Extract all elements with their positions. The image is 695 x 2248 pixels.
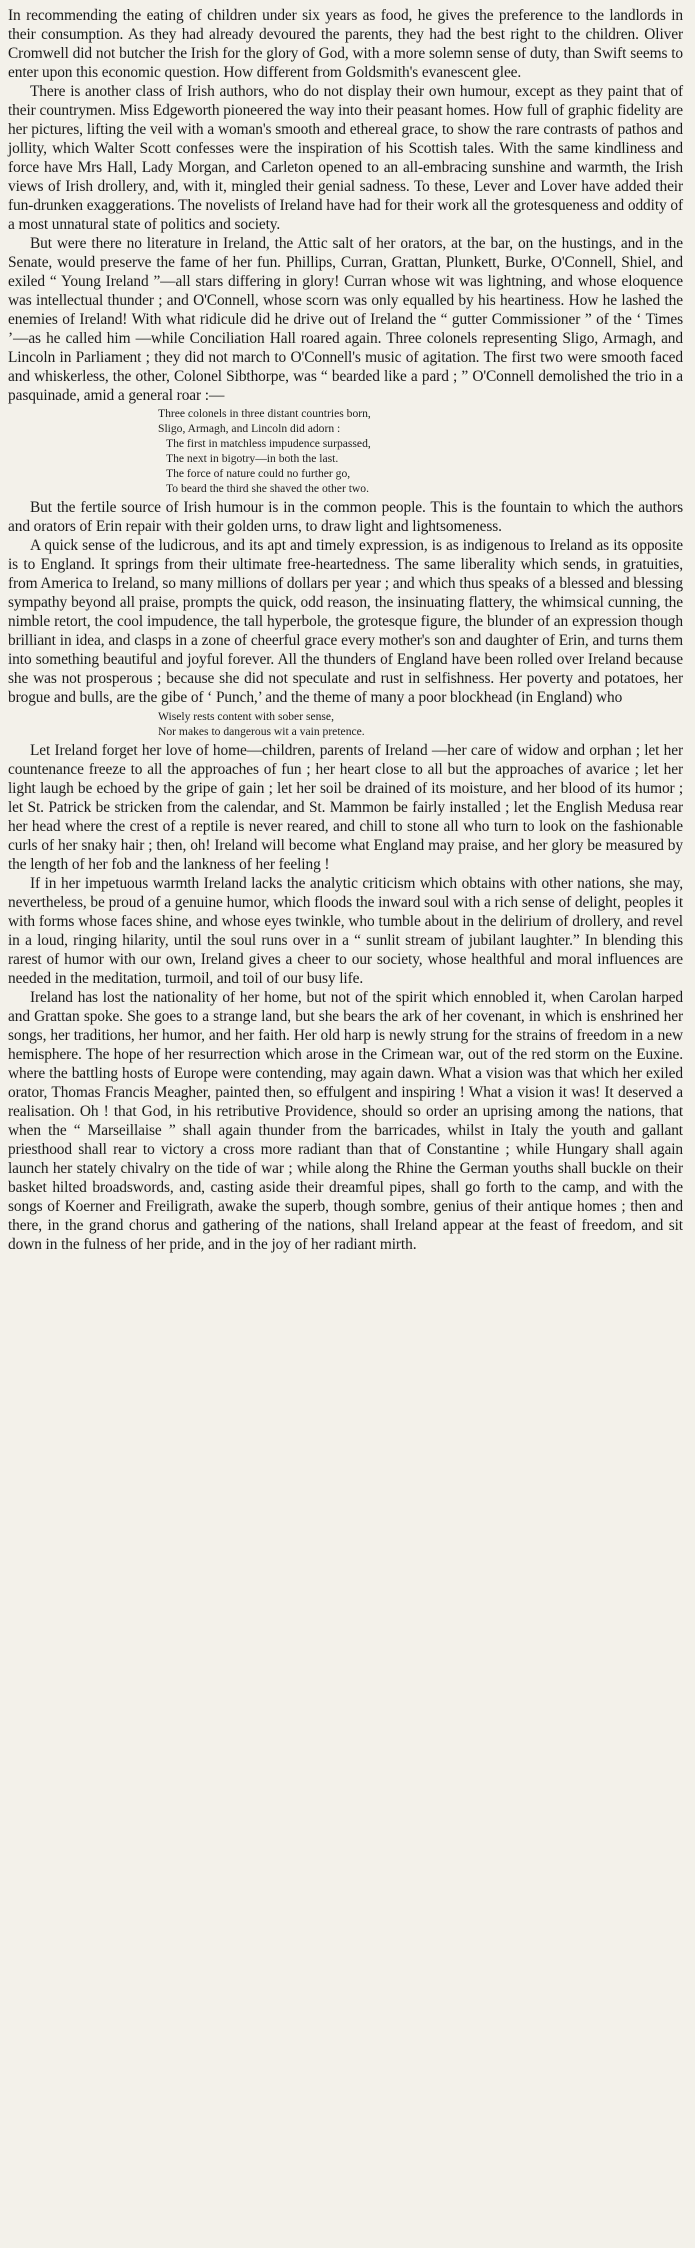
paragraph-impetuous-warmth: If in her impetuous warmth Ireland lacks the analytic criticism which obtains with other nations, she may, nevertheless, be proud of a genuine humor, which floods the inward soul with a rich sense of delight, peoples it with forms whose faces shine, and whose eyes twinkle, who tumble about in the delirium of drollery, and revel in a loud, ringing hilarity, until the soul runs over in a “ sunlit stream of jubilant laughter.” In blending this rarest of humor with our own, Ireland gives a cheer to our society, whose healthful and moral influences are needed in the meditation, turmoil, and toil of our busy life. bbox=[8, 874, 683, 987]
verse-line: Nor makes to dangerous wit a vain pretence. bbox=[158, 724, 365, 738]
paragraph-forget-home: Let Ireland forget her love of home—children, parents of Ireland —her care of widow and orphan ; let her countenance freeze to all the approaches of fun ; her heart close to all but the approaches of avarice ; let her light laugh be echoed by the gripe of gain ; let her soil be drained of its moisture, and her blood of its humor ; let St. Patrick be stricken from the calendar, and St. Mammon be fairly installed ; let the English Medusa rear her head where the crest of a reptile is never reared, and chill to stone all who turn to look on the fashionable curls of her snaky hair ; then, oh! Ireland will become what England may praise, and her glory be measured by the length of her fob and the lankness of her feeling ! bbox=[8, 741, 683, 873]
paragraph-ludicrous: A quick sense of the ludicrous, and its apt and timely expression, is as indigenous to Ireland as its opposite is to England. It springs from their ultimate free-heartedness. The same liberality which sends, in gratuities, from America to Ireland, so many millions of dollars per year ; and which thus speaks of a blessed and blessing sympathy beyond all praise, prompts the quick, odd reason, the insinuating flattery, the whimsical cunning, the nimble retort, the cool impudence, the tall hyperbole, the grotesque figure, the blunder of an expression though brilliant in idea, and clasps in a zone of cheerful grace every mother's son and daughter of Erin, and turns them into something beautiful and joyful forever. All the thunders of England have been rolled over Ireland because she was not prosperous ; because she did not speculate and rust in selfishness. Her poverty and potatoes, her brogue and bulls, are the gibe of ‘ Punch,’ and the theme of many a poor blockhead (in England) who bbox=[8, 537, 683, 707]
verse-line: Three colonels in three distant countries born, bbox=[158, 407, 371, 421]
paragraph-swift: In recommending the eating of children under six years as food, he gives the preference to the landlords in their consumption. As they had already devoured the parents, they had the best right to the children. Oliver Cromwell did not butcher the Irish for the glory of God, with a more solemn sense of duty, than Swift seems to enter upon this economic question. How different from Goldsmith's evanescent glee. bbox=[8, 7, 683, 82]
verse-line: The force of nature could no further go, bbox=[166, 467, 351, 481]
verse-line: The next in bigotry—in both the last. bbox=[166, 452, 339, 466]
verse-line: Sligo, Armagh, and Lincoln did adorn : bbox=[158, 422, 341, 436]
verse-sober-sense bbox=[158, 709, 683, 739]
verse-line: To beard the third she shaved the other two. bbox=[166, 482, 369, 496]
paragraph-common-people: But the fertile source of Irish humour is in the common people. This is the fountain to which the authors and orators of Erin repair with their golden urns, to draw light and lightsomeness. bbox=[8, 499, 683, 536]
verse-three-colonels bbox=[158, 406, 683, 496]
paragraph-irish-authors: There is another class of Irish authors, who do not display their own humour, except as they paint that of their countrymen. Miss Edgeworth pioneered the way into their peasant homes. How full of graphic fidelity are her pictures, lifting the veil with a woman's smooth and ethereal grace, to show the rare contrasts of pathos and jollity, which Walter Scott confesses were the inspiration of his Scottish tales. With the same kindliness and force have Mrs Hall, Lady Morgan, and Carleton opened to an all-embracing sunshine and warmth, the Irish views of Irish drollery, and, with it, mingled their genial sadness. To these, Lever and Lover have added their fun-drunken exaggerations. The novelists of Ireland have had for their work all the grotesqueness and oddity of a most unnatural state of politics and society. bbox=[8, 83, 683, 234]
article-body bbox=[8, 6, 683, 1254]
paragraph-nationality: Ireland has lost the nationality of her home, but not of the spirit which ennobled it, when Carolan harped and Grattan spoke. She goes to a strange land, but she bears the ark of her covenant, in which is enshrined her songs, her traditions, her humor, and her faith. Her old harp is newly strung for the strains of freedom in a new hemisphere. The hope of her resurrection which arose in the Crimean war, out of the red storm on the Euxine. where the battling hosts of Europe were contending, may again dawn. What a vision was that which her exiled orator, Thomas Francis Meagher, painted then, so effulgent and inspiring ! What a vision it was! It deserved a realisation. Oh ! that God, in his retributive Providence, should so order an uprising among the nations, that when the “ Marseillaise ” shall again thunder from the barricades, whilst in Italy the youth and gallant priesthood shall rear to victory a cross more radiant than that of Constantine ; while Hungary shall again launch her stately chivalry on the tide of war ; while along the Rhine the German youths shall buckle on their basket hilted broadswords, and, casting aside their dreamful pipes, shall go forth to the camp, and with the songs of Koerner and Freiligrath, awake the superb, though sombre, genius of their antique homes ; then and there, in the grand chorus and gathering of the nations, shall Ireland appear at the feast of freedom, and sit down in the fulness of her pride, and in the joy of her radiant mirth. bbox=[8, 988, 683, 1253]
paragraph-orators: But were there no literature in Ireland, the Attic salt of her orators, at the bar, on the hustings, and in the Senate, would preserve the fame of her fun. Phillips, Curran, Grattan, Plunkett, Burke, O'Connell, Shiel, and exiled “ Young Ireland ”—all stars differing in glory! Curran whose wit was lightning, and whose eloquence was intellectual thunder ; and O'Connell, whose scorn was only equalled by his heartiness. How he lashed the enemies of Ireland! With what ridicule did he drive out of Ireland the “ gutter Commissioner ” of the ‘ Times ’—as he called him —while Conciliation Hall roared again. Three colonels representing Sligo, Armagh, and Lincoln in Parliament ; they did not march to O'Connell's music of agitation. The first two were smooth faced and whiskerless, the other, Colonel Sibthorpe, was “ bearded like a pard ; ” O'Connell demolished the trio in a pasquinade, amid a general roar :— bbox=[8, 235, 683, 405]
verse-line: Wisely rests content with sober sense, bbox=[158, 709, 334, 723]
verse-line: The first in matchless impudence surpassed, bbox=[166, 437, 371, 451]
